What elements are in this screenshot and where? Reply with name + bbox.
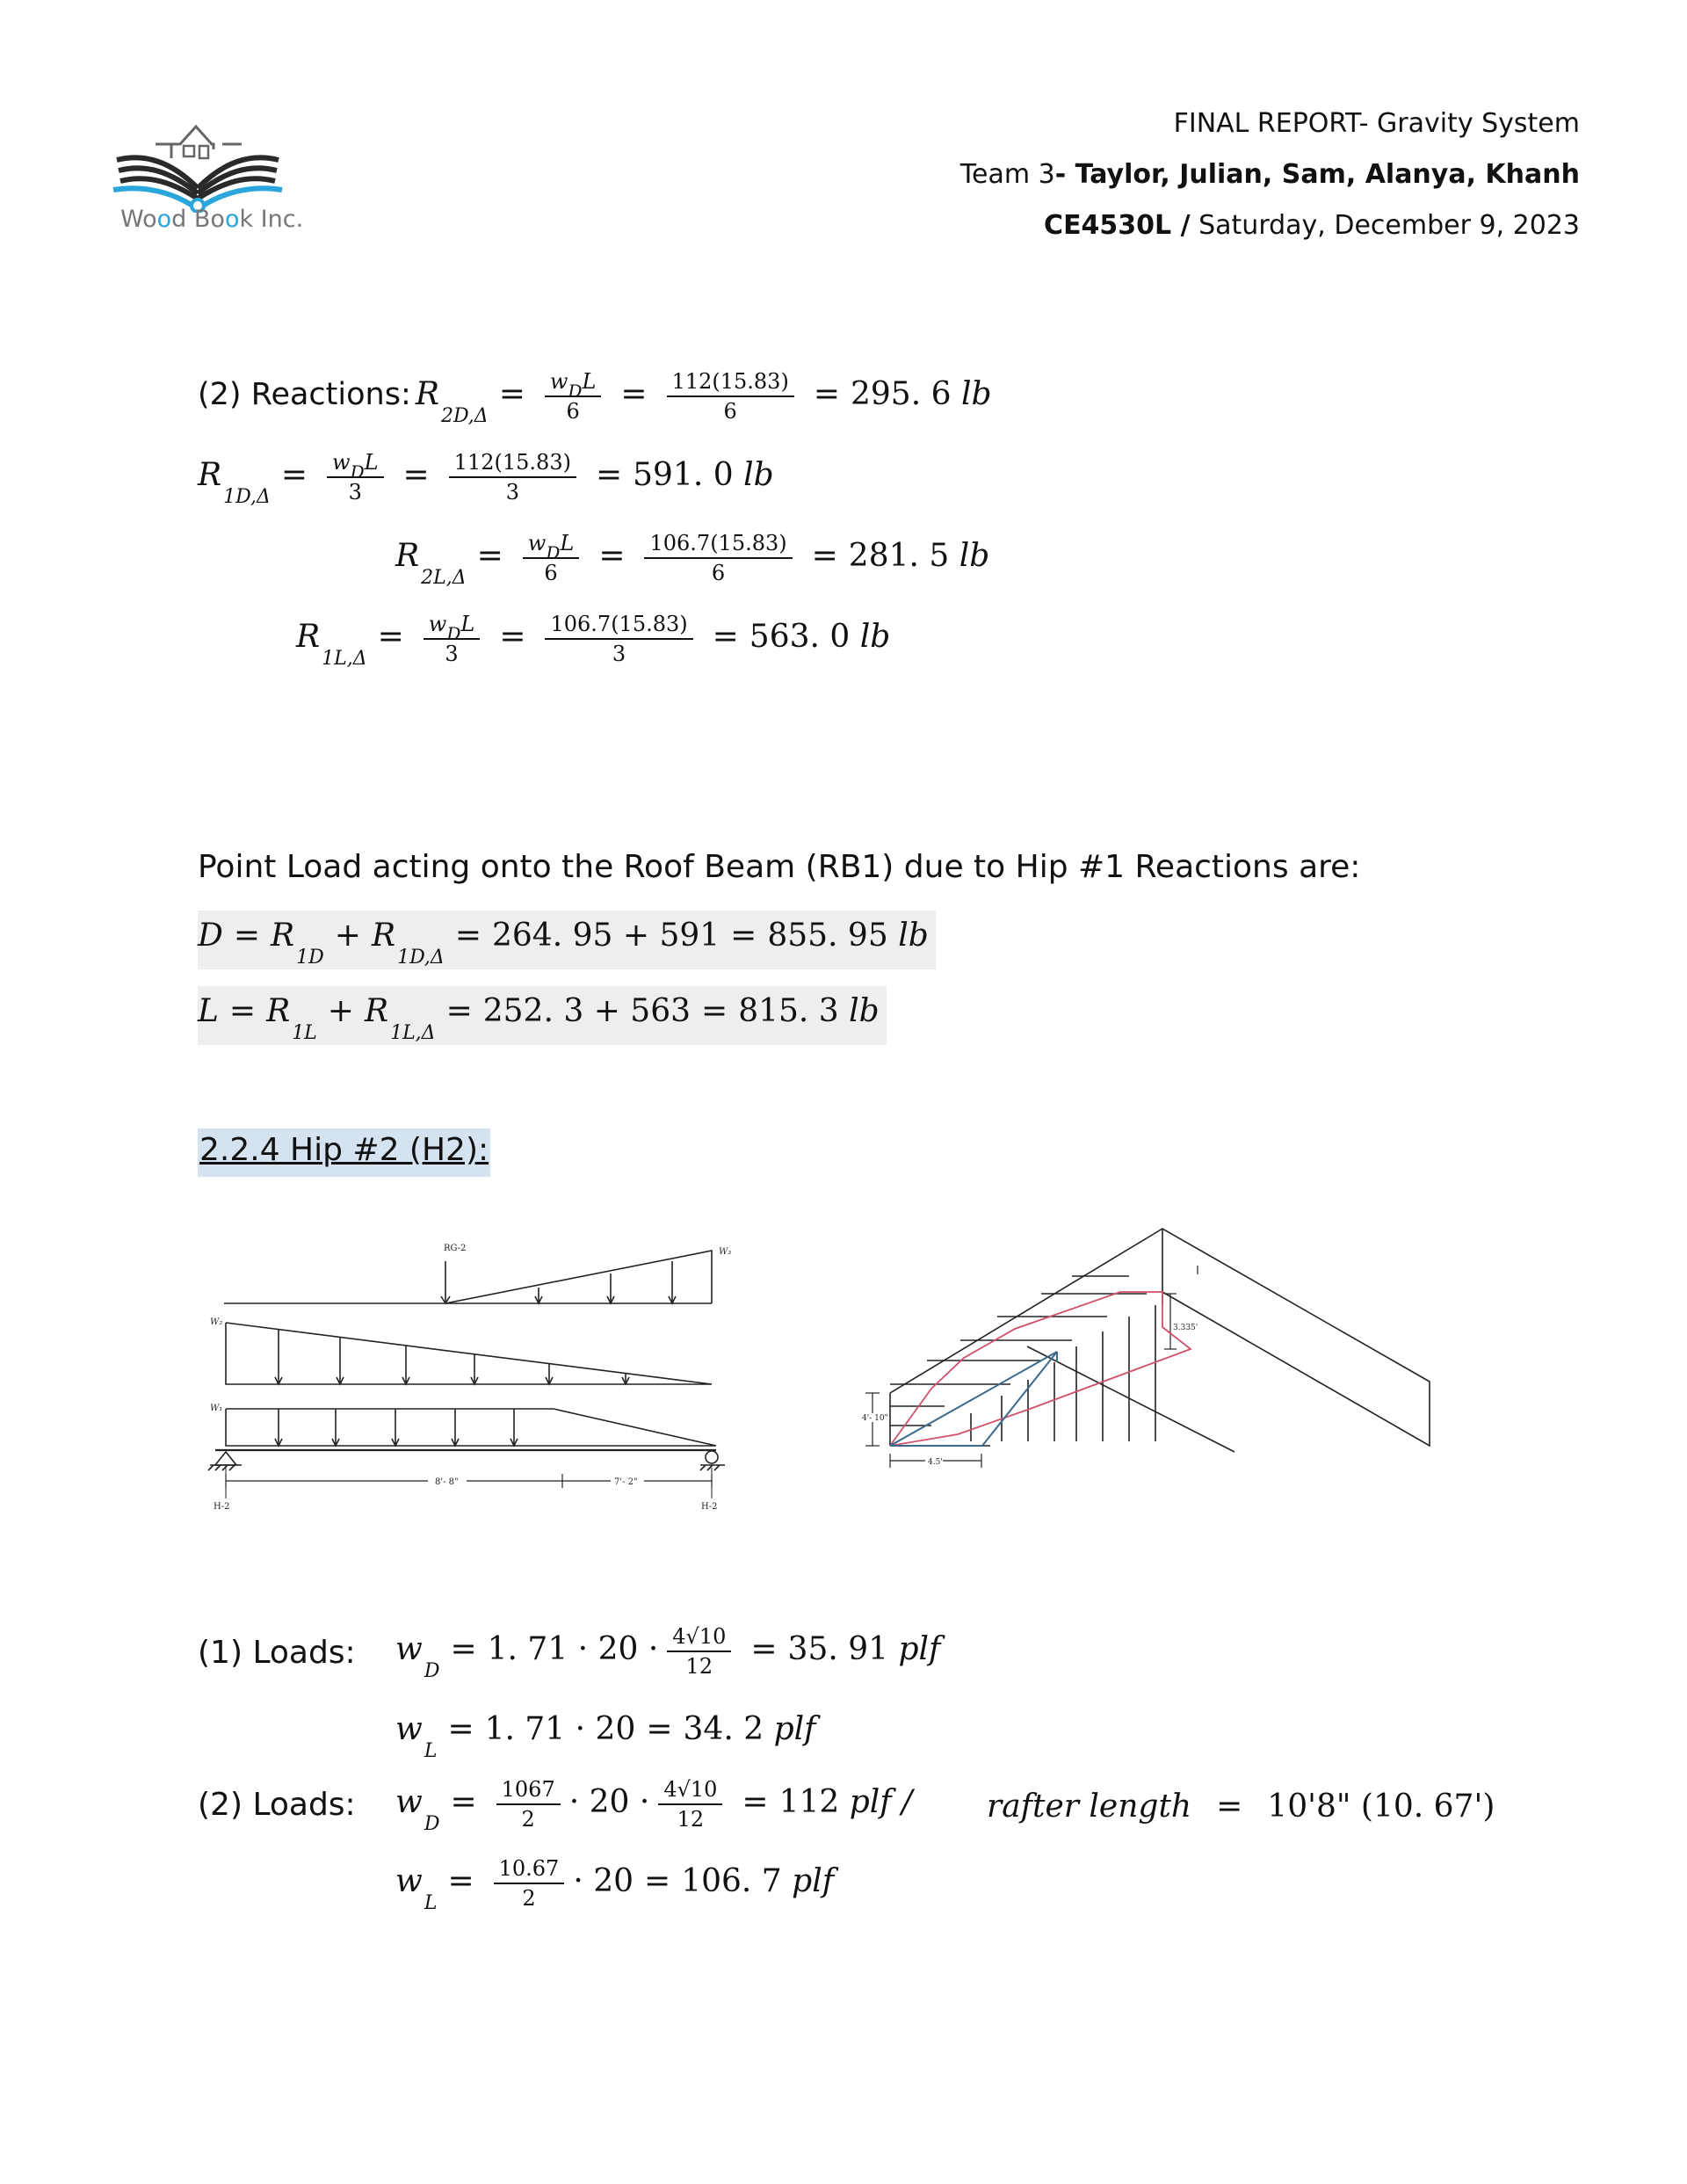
logo-text: Wood Book Inc.	[120, 206, 304, 233]
dim-8-8-label: 8'- 8"	[435, 1477, 459, 1487]
hip-load-diagram	[198, 1235, 742, 1516]
book-house-icon	[110, 107, 294, 213]
live-load-sum: $L = R_{1L}+ R_{1L,\Delta}= 252$. 3 + 563 = 815. 3 lb	[198, 986, 887, 1045]
dead-load-sum: $D = R_{1D}+ R_{1D,\Delta}= 264$. 95 + 591 = 855. 95 lb	[198, 911, 936, 969]
height-dim-label: 4'- 10"	[862, 1414, 888, 1423]
loads2-label: (2) Loads:	[198, 1787, 356, 1823]
roof-hip-isometric	[857, 1222, 1445, 1485]
company-logo	[110, 107, 304, 239]
section-heading: 2.2.4 Hip #2 (H2):	[198, 1128, 490, 1177]
course-date-line: CE4530L / Saturday, December 9, 2023	[1044, 210, 1580, 241]
w2-label: W₂	[210, 1317, 223, 1327]
report-title: FINAL REPORT- Gravity System	[1173, 108, 1580, 139]
dim-7-2-label: 7'- 2"	[614, 1477, 638, 1487]
reaction-eq-r2l: $R_{2L,\Delta}=$ $\frac{w_DL}{6}$ = $\frac{106.7(15.83)}{6}$ = 281. 5 lb	[395, 531, 990, 589]
w1-label: W₁	[210, 1404, 223, 1413]
rafter-length-note: rafter length = 10'8" (10. 67')	[987, 1789, 1495, 1825]
width-dim-label: 4.5'	[928, 1458, 943, 1467]
reaction-eq-r1d: $R_{1D,\Delta}=$ $\frac{w_DL}{3}$ = $\frac{112(15.83)}{3}$ = 591. 0 lb	[198, 450, 774, 508]
loads2-wd-eq: $w_D=$ $\frac{1067}{2}$ · 20 · $\frac{4√10}{12}$ = 112 plf /	[395, 1777, 913, 1835]
loads2-wl-eq: $w_L=$ $\frac{10.67}{2}$ · 20 = 106. 7 plf	[395, 1856, 835, 1914]
loads1-wl-eq: $w_L= 1$. 71 · 20 = 34. 2 plf	[395, 1711, 816, 1762]
loads1-label: (1) Loads:	[198, 1635, 356, 1671]
loads1-wd-eq: $w_D= 1$. 71 · 20 · $\frac{4√10}{12}$ = 35. 91 plf	[395, 1624, 941, 1682]
reaction-eq-r1l: $R_{1L,\Delta}=$ $\frac{w_DL}{3}$ = $\frac{106.7(15.83)}{3}$ = 563. 0 lb	[296, 612, 891, 670]
support-right-label: H-2	[701, 1502, 718, 1512]
reaction-eq-r2d: (2) Reactions: $R_{2D,\Delta}=$ $\frac{w_DL}{6}$ = $\frac{112(15.83)}{6}$ = 295. 6 lb	[198, 369, 992, 427]
rise-dim-label: 3.335'	[1173, 1324, 1198, 1332]
w3-label: W₃	[719, 1247, 732, 1257]
team-line: Team 3- Taylor, Julian, Sam, Alanya, Khanh	[959, 159, 1580, 190]
point-load-text: Point Load acting onto the Roof Beam (RB1) due to Hip #1 Reactions are:	[198, 849, 1361, 885]
support-left-label: H-2	[214, 1502, 230, 1512]
rg2-label: RG-2	[444, 1244, 467, 1253]
